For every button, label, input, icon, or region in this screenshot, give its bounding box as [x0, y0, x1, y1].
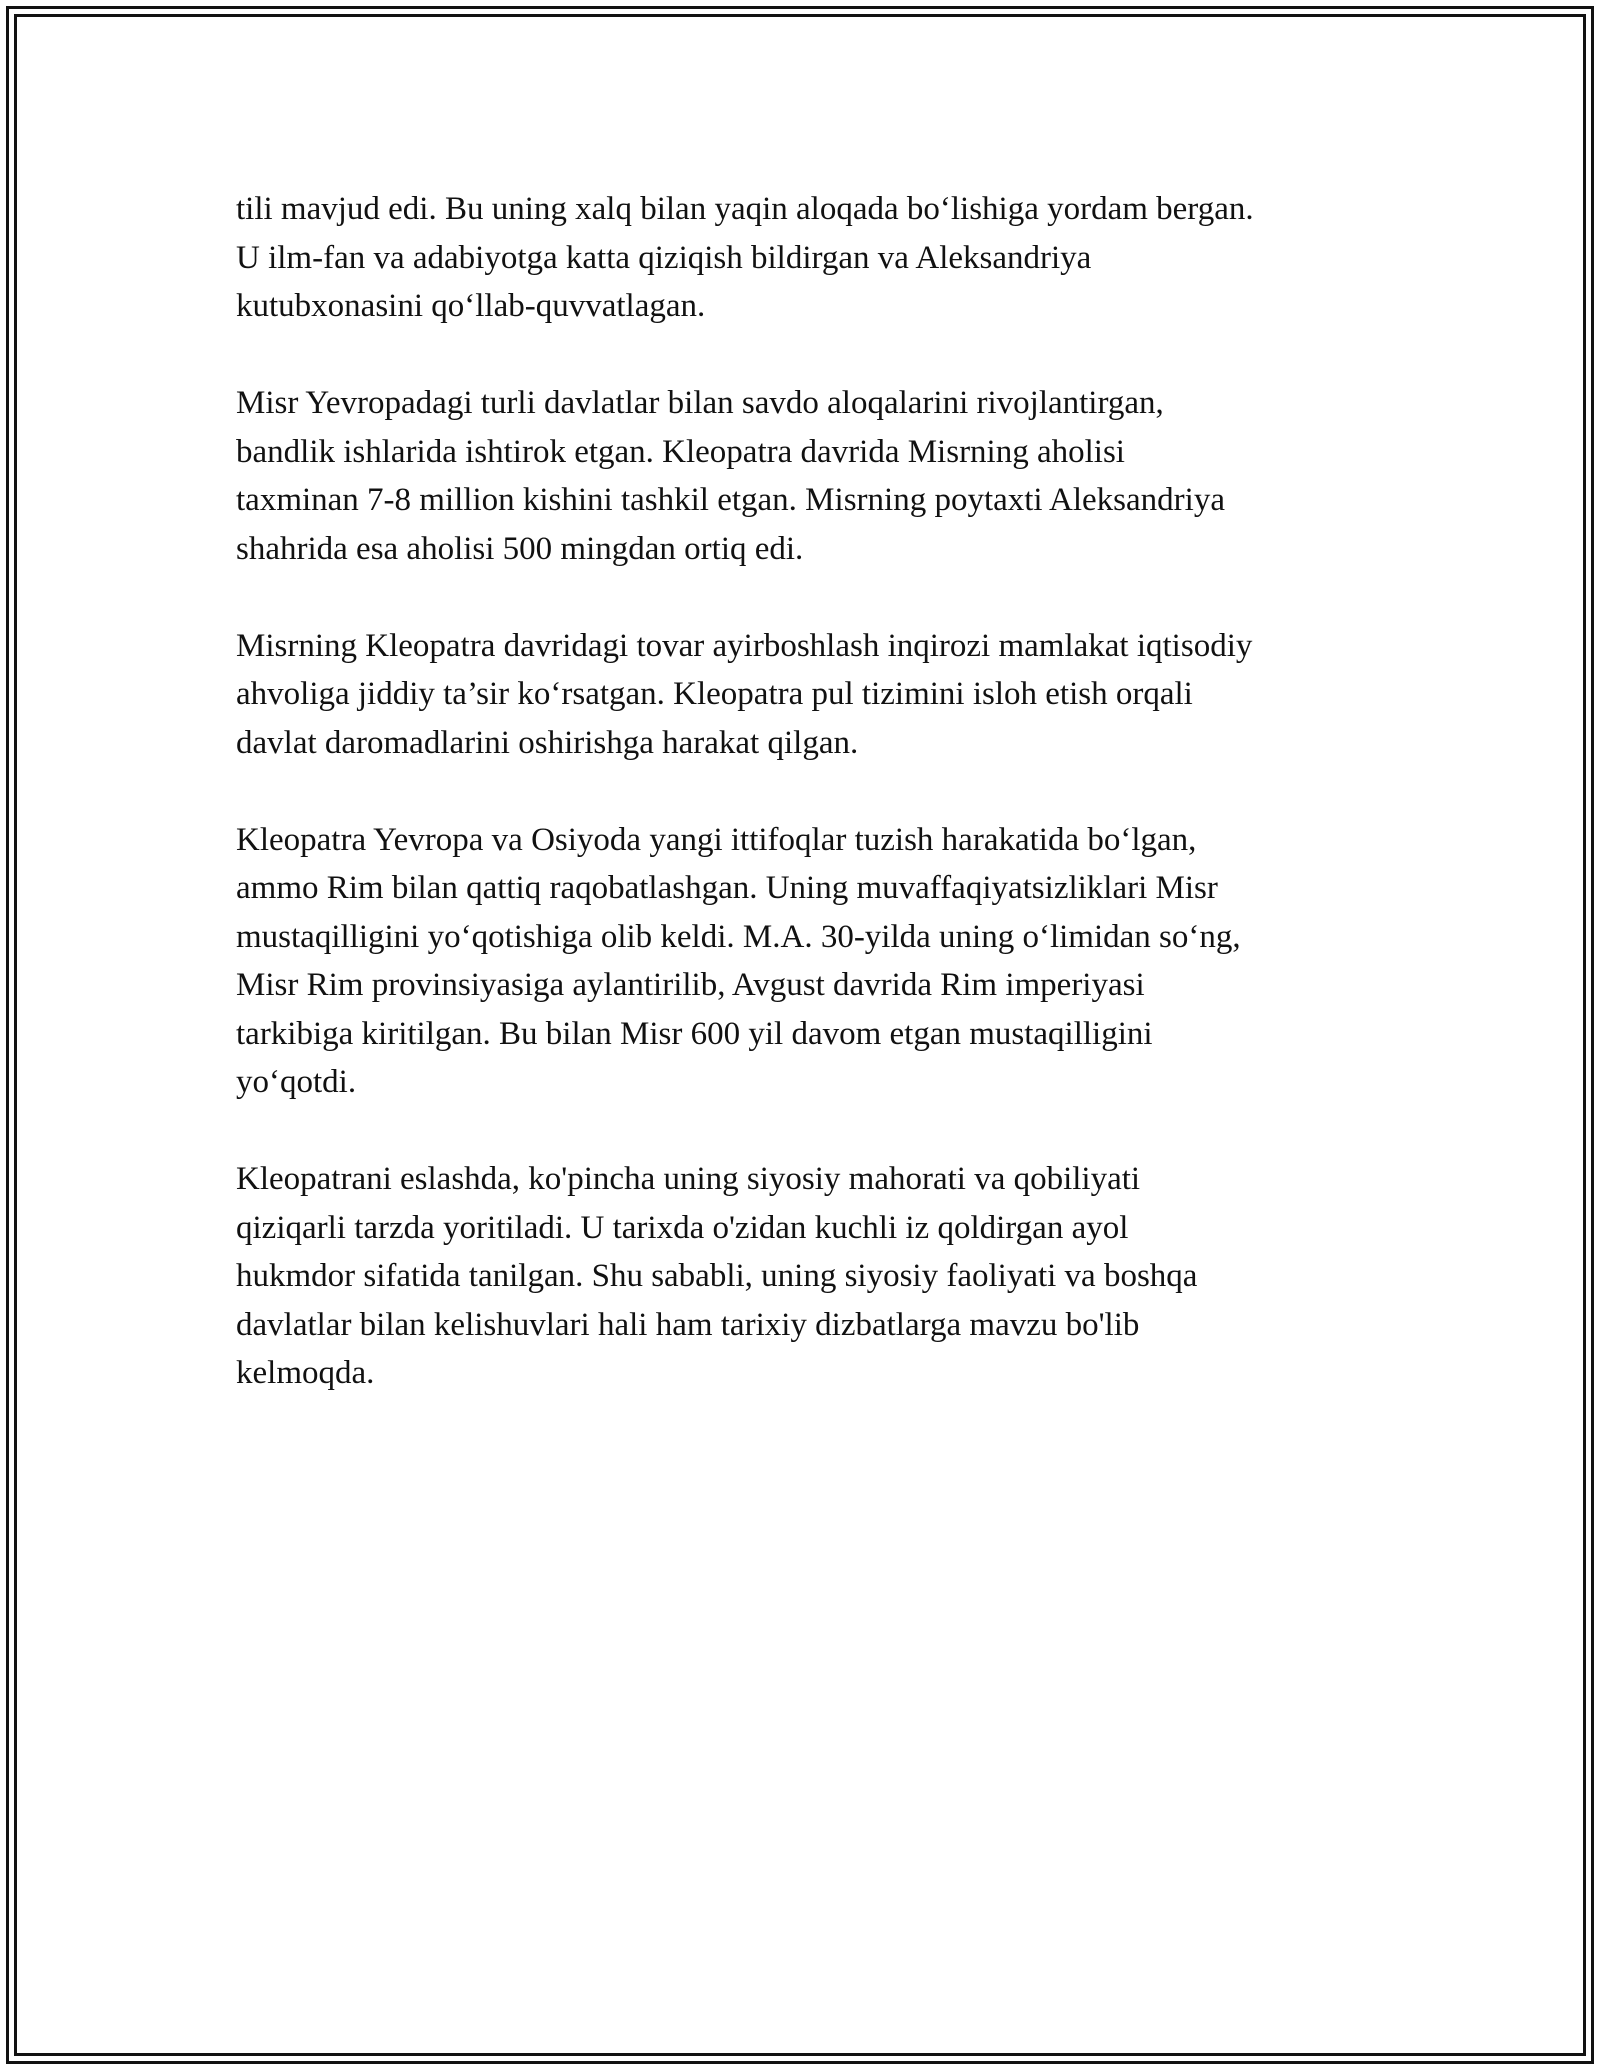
paragraph-3: Misrning Kleopatra davridagi tovar ayirboshlash inqirozi mamlakat iqtisodiy ahvoliga jiddiy ta’sir ko‘rsatgan. Kleopatra pul tizimini isloh etish orqali davlat daromadlarini oshirishga harakat qilgan.	[236, 627, 1253, 761]
paragraph-2: Misr Yevropadagi turli davlatlar bilan savdo aloqalarini rivojlantirgan, bandlik ishlarida ishtirok etgan. Kleopatra davrida Misrning aholisi taxminan 7-8 million kishini tashkil etgan. Misrning poytaxti Aleksandriya shahrida esa aholisi 500 mingdan ortiq edi.	[236, 385, 1225, 567]
paragraph-5: Kleopatrani eslashda, ko'pincha uning siyosiy mahorati va qobiliyati qiziqarli tarzda yoritiladi. U tarixda o'zidan kuchli iz qoldirgan ayol hukmdor sifatida tanilgan. Shu sababli, uning siyosiy faoliyati va boshqa davlatlar bilan kelishuvlari hali ham tarixiy dizbatlarga mavzu bo'lib kelmoqda.	[236, 1161, 1198, 1391]
paragraph-1: tili mavjud edi. Bu uning xalq bilan yaqin aloqada bo‘lishiga yordam bergan. U ilm-fan va adabiyotga katta qiziqish bildirgan va Aleksandriya kutubxonasini qo‘llab-quvvatlagan.	[236, 191, 1254, 324]
paragraph-4: Kleopatra Yevropa va Osiyoda yangi ittifoqlar tuzish harakatida bo‘lgan, ammo Rim bilan qattiq raqobatlashgan. Uning muvaffaqiyatsizliklari Misr mustaqilligini yo‘qotishiga olib keldi. M.A. 30-yilda uning o‘limidan so‘ng, Misr Rim provinsiyasiga aylantirilib, Avgust davrida Rim imperiyasi tarkibiga kiritilgan. Bu bilan Misr 600 yil davom etgan mustaqilligini yo‘qotdi.	[236, 821, 1241, 1100]
document-body	[236, 185, 1386, 1446]
